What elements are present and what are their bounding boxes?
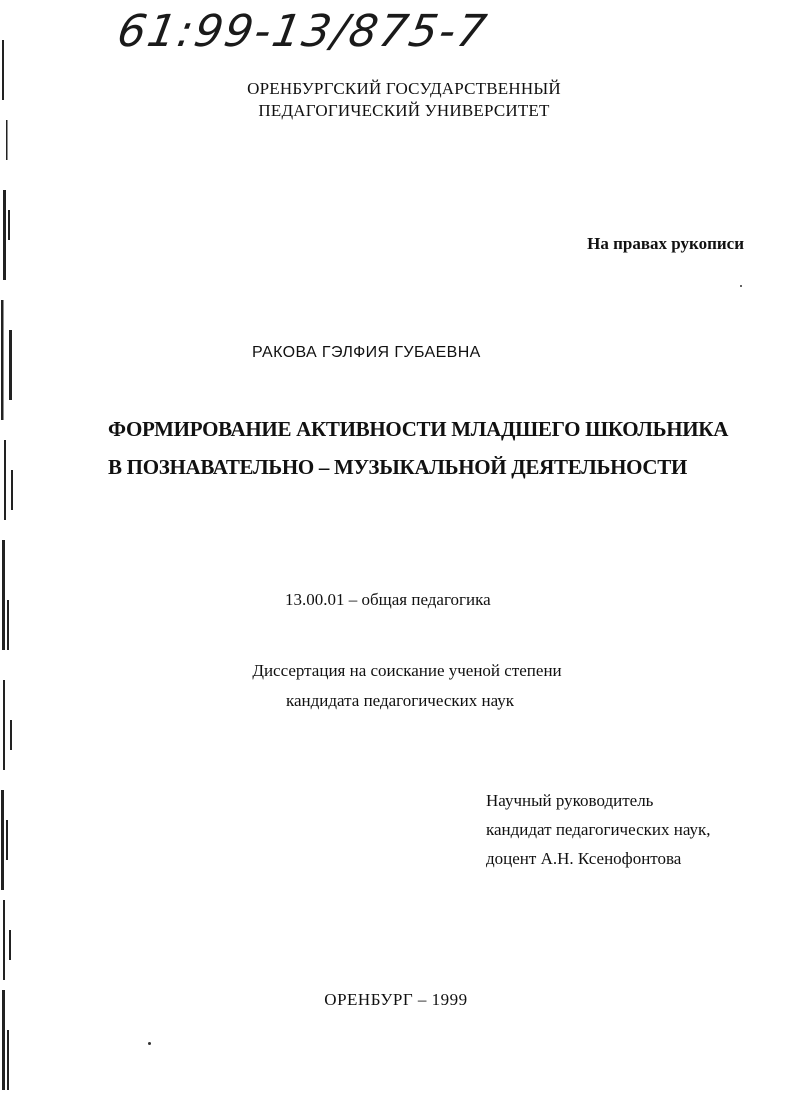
- scan-edge-noise: [0, 0, 24, 1119]
- archive-handwritten-code: 61:99-13/875-7: [113, 6, 492, 57]
- supervisor-line-3: доцент А.Н. Ксенофонтова: [486, 849, 682, 868]
- city-year: ОРЕНБУРГ – 1999: [324, 990, 468, 1009]
- dissertation-statement: [0, 656, 792, 716]
- dissertation-line-2: кандидата педагогических наук: [285, 691, 515, 710]
- scan-speck: [740, 285, 742, 287]
- rights-note: На правах рукописи: [587, 234, 744, 253]
- university-name-line-1: ОРЕНБУРГСКИЙ ГОСУДАРСТВЕННЫЙ: [247, 79, 561, 98]
- supervisor-line-2: кандидат педагогических наук,: [486, 820, 711, 839]
- thesis-title-line-1: ФОРМИРОВАНИЕ АКТИВНОСТИ МЛАДШЕГО ШКОЛЬНИКА: [108, 417, 729, 441]
- university-name-line-2: ПЕДАГОГИЧЕСКИЙ УНИВЕРСИТЕТ: [258, 101, 550, 120]
- university-name: [0, 78, 792, 122]
- thesis-title-line-2: В ПОЗНАВАТЕЛЬНО – МУЗЫКАЛЬНОЙ ДЕЯТЕЛЬНОСТИ: [108, 455, 688, 479]
- specialty-code: 13.00.01 – общая педагогика: [285, 590, 491, 609]
- dissertation-line-1: Диссертация на соискание ученой степени: [252, 661, 562, 680]
- supervisor-block: [486, 786, 711, 873]
- thesis-title: [108, 410, 728, 486]
- author-name: РАКОВА ГЭЛФИЯ ГУБАЕВНА: [252, 344, 481, 361]
- supervisor-line-1: Научный руководитель: [486, 791, 654, 810]
- scan-speck: [148, 1042, 151, 1045]
